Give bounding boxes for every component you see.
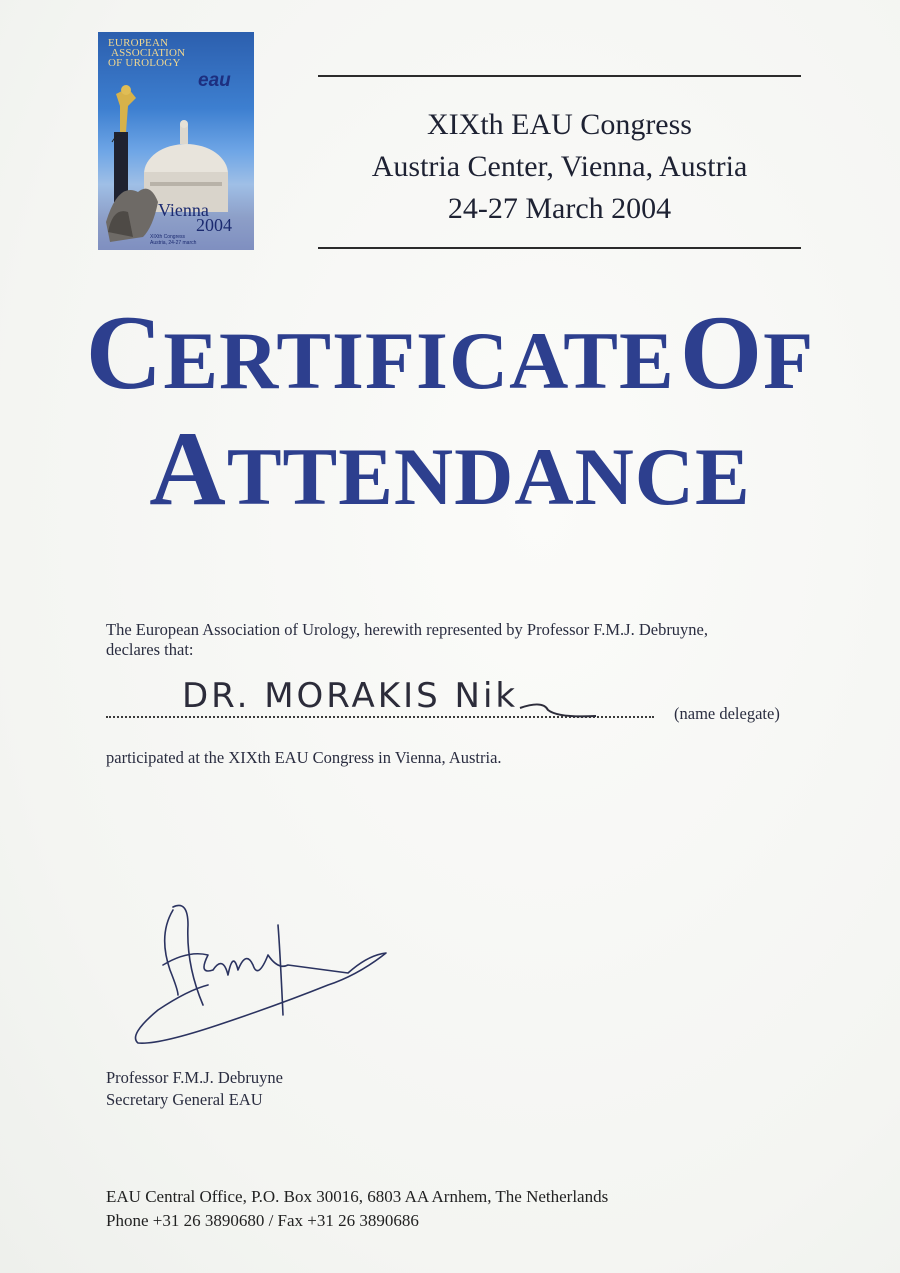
header-top-rule	[318, 75, 801, 77]
signatory-name: Professor F.M.J. Debruyne	[106, 1068, 283, 1087]
congress-name: XIXth EAU Congress	[427, 108, 692, 141]
poster-year: 2004	[196, 215, 232, 235]
declaration-line1: The European Association of Urology, herewith represented by Professor F.M.J. Debruyne,	[106, 620, 709, 639]
delegate-name-handwritten: DR. MORAKIS Nik	[182, 676, 519, 716]
congress-dates: 24-27 March 2004	[447, 192, 672, 225]
office-contact: Phone +31 26 3890680 / Fax +31 26 3890686	[106, 1211, 419, 1230]
header-bottom-rule	[318, 247, 801, 249]
certificate-title-line2: ATTENDANCE	[149, 410, 751, 527]
poster-city: Vienna	[158, 200, 209, 220]
congress-venue: Austria Center, Vienna, Austria	[371, 150, 748, 183]
poster-subtitle: XIXth Congress Austria, 24-27 march	[150, 234, 197, 246]
signatory-role: Secretary General EAU	[106, 1090, 263, 1109]
debruyne-signature	[128, 895, 398, 1055]
name-flourish	[518, 700, 598, 720]
declaration-line2: declares that:	[106, 640, 194, 659]
participation-statement: participated at the XIXth EAU Congress in Vienna, Austria.	[106, 748, 502, 767]
name-delegate-label: (name delegate)	[674, 704, 780, 723]
eau-logo: eau	[198, 70, 231, 91]
office-address: EAU Central Office, P.O. Box 30016, 6803 AA Arnhem, The Netherlands	[106, 1187, 609, 1206]
poster-association-text: EUROPEAN ASSOCIATION OF UROLOGY	[108, 37, 186, 69]
certificate-title-line1: CERTIFICATE OF	[85, 294, 815, 411]
congress-poster-image	[98, 32, 254, 250]
